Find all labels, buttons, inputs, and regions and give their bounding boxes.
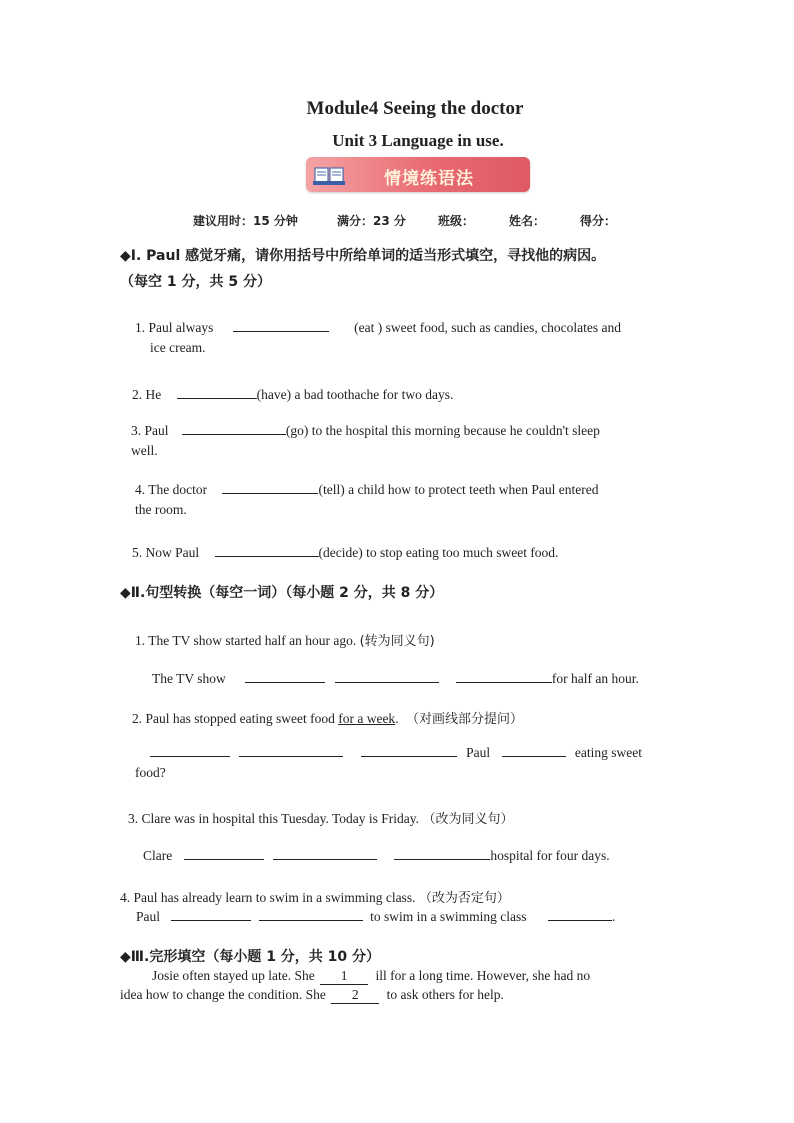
answer-blank[interactable]	[502, 744, 566, 757]
answer-blank[interactable]	[245, 670, 325, 683]
question-2-3: 3. Clare was in hospital this Tuesday. Today is Friday. （改为同义句）	[128, 811, 514, 827]
section-3-heading: ◆Ⅲ.完形填空（每小题 1 分，共 10 分）	[120, 949, 381, 965]
question-1-4-cont: the room.	[135, 502, 187, 517]
answer-2-2-cont: food?	[135, 765, 166, 780]
passage-line-2: idea how to change the condition. She 2 to ask others for help.	[120, 987, 504, 1002]
answer-2-3: Clare hospital for four days.	[143, 848, 610, 863]
question-1-2: 2. He (have) a bad toothache for two days.	[132, 387, 454, 402]
question-1-5: 5. Now Paul (decide) to stop eating too much sweet food.	[132, 545, 559, 560]
banner-label: 情境练语法	[384, 169, 474, 189]
answer-blank[interactable]	[361, 744, 457, 757]
class-field[interactable]: 班级：	[438, 214, 475, 228]
answer-blank[interactable]	[233, 319, 329, 332]
answer-blank[interactable]	[394, 847, 490, 860]
section-banner	[306, 157, 530, 192]
question-2-1: 1. The TV show started half an hour ago. (转为同义句)	[135, 633, 435, 649]
answer-blank[interactable]	[177, 386, 257, 399]
answer-blank[interactable]	[548, 908, 612, 921]
page-title: Module4 Seeing the doctor	[306, 98, 524, 119]
answer-blank[interactable]	[222, 481, 318, 494]
question-2-2: 2. Paul has stopped eating sweet food for a week. （对画线部分提问）	[132, 711, 523, 727]
section-2-heading: ◆Ⅱ.句型转换（每空一词）（每小题 2 分，共 8 分）	[120, 585, 444, 601]
answer-blank[interactable]	[150, 744, 230, 757]
cloze-blank-2[interactable]: 2	[331, 987, 379, 1004]
answer-blank[interactable]	[171, 908, 251, 921]
page-subtitle: Unit 3 Language in use.	[332, 131, 504, 150]
full-score: 满分：23 分	[337, 214, 406, 228]
question-1-3-cont: well.	[131, 443, 158, 458]
answer-blank[interactable]	[182, 422, 286, 435]
section-1-heading: ◆I. Paul 感觉牙痛，请你用括号中所给单词的适当形式填空，寻找他的病因。	[120, 248, 606, 264]
answer-2-2: Paul eating sweet	[150, 744, 642, 761]
question-1-4: 4. The doctor (tell) a child how to protect teeth when Paul entered	[135, 482, 599, 497]
question-1-1-cont: ice cream.	[150, 340, 206, 355]
answer-blank[interactable]	[184, 847, 264, 860]
score-field[interactable]: 得分：	[580, 214, 617, 228]
book-icon	[312, 164, 346, 186]
answer-blank[interactable]	[215, 544, 319, 557]
question-1-3: 3. Paul (go) to the hospital this morning because he couldn't sleep	[131, 423, 600, 438]
answer-2-4: Paul to swim in a swimming class .	[136, 909, 616, 924]
answer-blank[interactable]	[335, 670, 439, 683]
name-field[interactable]: 姓名：	[509, 214, 546, 228]
question-2-4: 4. Paul has already learn to swim in a swimming class. （改为否定句）	[120, 890, 510, 906]
cloze-blank-1[interactable]: 1	[320, 968, 368, 985]
answer-2-1: The TV show for half an hour.	[152, 671, 639, 686]
answer-blank[interactable]	[273, 847, 377, 860]
answer-blank[interactable]	[259, 908, 363, 921]
section-1-scoring: （每空 1 分，共 5 分）	[120, 274, 271, 290]
answer-blank[interactable]	[239, 744, 343, 757]
recommended-time: 建议用时：15 分钟	[193, 214, 298, 228]
question-1-1: 1. Paul always (eat ) sweet food, such as candies, chocolates and	[135, 320, 622, 335]
answer-blank[interactable]	[456, 670, 552, 683]
passage-line-1: Josie often stayed up late. She 1 ill for a long time. However, she had no	[152, 968, 591, 983]
